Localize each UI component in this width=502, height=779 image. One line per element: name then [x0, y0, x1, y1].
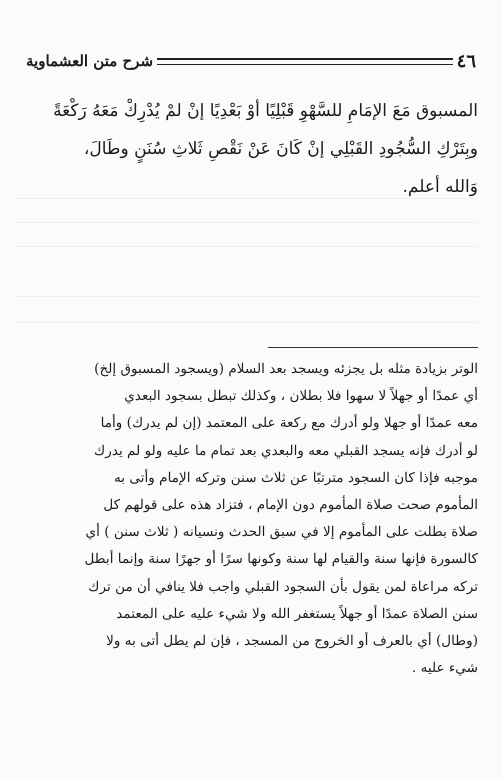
footnote-line: (وطال) أي بالعرف أو الخروج من المسجد ، فإن لم يطل أتى به ولا — [106, 633, 478, 650]
main-line: وَالله أعلم. — [402, 177, 478, 197]
footnote-line: كالسورة فإنها سنة والقيام لها سنة وكونها سرًا أو جهرًا سنة وإنما أبطل — [84, 551, 478, 568]
bleed-through-line — [16, 222, 478, 223]
main-line: وبِتَرْكِ السُّجُودِ القَبْلِي إنْ كَانَ عَنْ نَقْصِ ثَلاثِ سُنَنٍ وطَالَ، — [83, 139, 478, 159]
footnote-line: أي عمدًا أو جهلاً لا سهوا فلا بطلان ، وكذلك تبطل بسجود البعدي — [124, 388, 478, 405]
bleed-through-line — [16, 322, 478, 323]
footnote-line: لو أدرك فإنه يسجد القبلي معه والبعدي بعد تمام ما عليه ولو لم يدرك — [94, 442, 478, 459]
footnote-line: موجبه فإذا كان السجود مترتبًا عن ثلاث سنن وتركه الإمام وأتى به — [114, 469, 478, 486]
bleed-through-line — [16, 246, 478, 247]
header-rule — [157, 58, 453, 65]
footnote-line: الوتر بزيادة مثله بل يجزئه ويسجد بعد السلام (ويسجود المسبوق إلخ) — [94, 361, 478, 377]
footnote-line: شيء عليه . — [411, 660, 478, 677]
footnote-line: سنن الصلاة عمدًا أو جهلاً يستغفر الله ولا شيء عليه على المعتمد — [116, 605, 478, 622]
footnote-line: صلاة بطلت على المأموم إلا في سبق الحدث ونسيانه ( ثلاث سنن ) أي — [85, 524, 478, 541]
footnote-divider — [268, 347, 478, 348]
running-title: شرح متن العشماوية — [26, 52, 154, 70]
main-line: المسبوق مَعَ الإمَامِ للسَّهْوِ قَبْلِيًا أوْ بَعْدِيًا إنْ لمْ يُدْرِكْ مَعَهُ رَكْعَةً — [53, 101, 478, 121]
running-header — [18, 48, 482, 74]
page-number: ٤٦ — [456, 50, 476, 72]
footnote-line: تركه مراعاة لمن يقول بأن السجود القبلي واجب فلا ينافي أن من ترك — [88, 578, 478, 595]
footnote-text — [22, 356, 478, 682]
bleed-through-line — [16, 296, 478, 297]
footnote-line: معه عمدًا أو جهلا ولو أدرك مع ركعة على المعتمد (إن لم يدرك) وأما — [100, 415, 478, 432]
main-text — [22, 92, 478, 206]
footnote-line: المأموم صحت صلاة المأموم دون الإمام ، فتزاد هذه على قولهم كل — [103, 497, 478, 514]
